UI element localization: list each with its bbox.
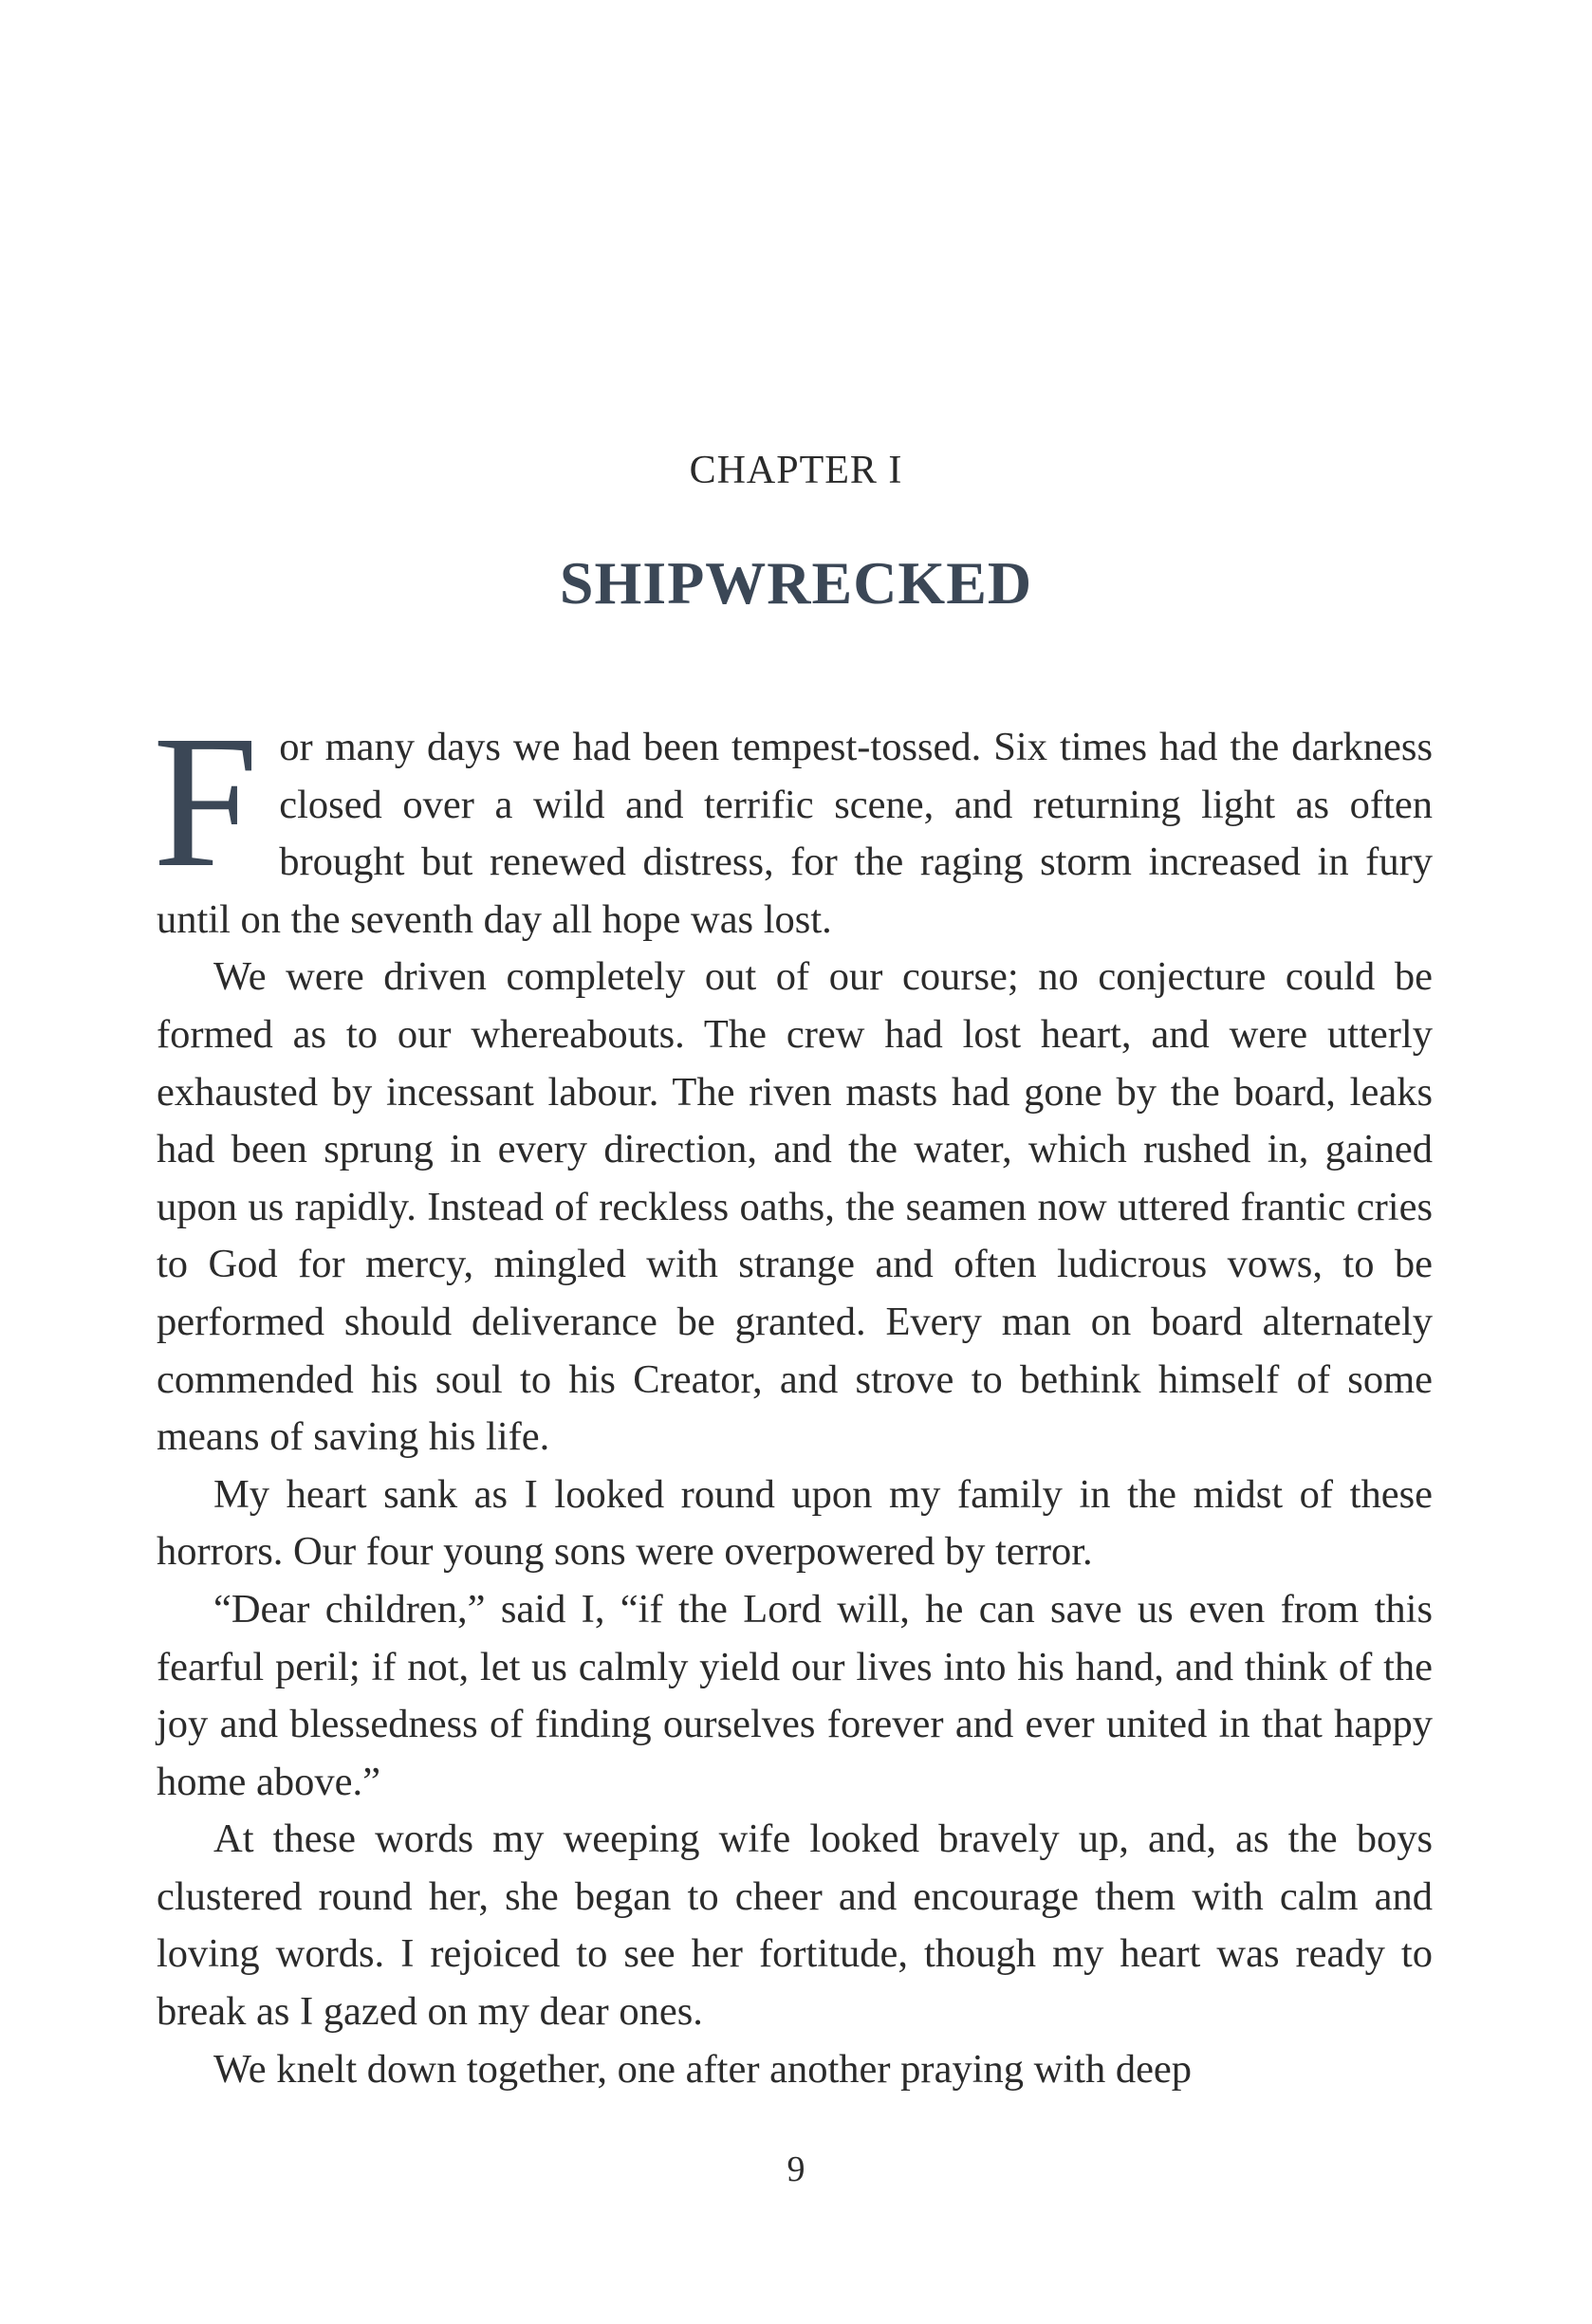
paragraph-1 (153, 697, 1433, 949)
paragraph-4: “Dear children,” said I, “if the Lord will, he can save us even from this fearful peril; if not, let us calmly yield our lives into his hand, and think of the joy and blessedness of finding ourselves forever and ever united in that happy home above.” (157, 1586, 1433, 1804)
chapter-title: SHIPWRECKED (559, 549, 1033, 617)
paragraph-6: We knelt down together, one after another praying with deep (213, 2046, 1193, 2092)
paragraph-1-text: or many days we had been tempest-tossed. Six times had the darkness closed over a wild and terrific scene, and returning light as often brought but renewed distress, for the raging storm increased in fury until on the seventh day all hope was lost. (157, 725, 1433, 942)
chapter-body (153, 697, 1433, 2098)
chapter-label: CHAPTER I (689, 449, 903, 492)
paragraph-3: My heart sank as I looked round upon my family in the midst of these horrors. Our four young sons were overpowered by terror. (157, 1471, 1433, 1575)
paragraph-5: At these words my weeping wife looked bravely up, and, as the boys clustered round her, she began to cheer and encourage them with calm and loving words. I rejoiced to see her fortitude, though my heart was ready to break as I gazed on my dear ones. (157, 1817, 1433, 2035)
paragraph-2: We were driven completely out of our course; no conjecture could be formed as to our whereabouts. The crew had lost heart, and were utterly exhausted by incessant labour. The riven masts had gone by the board, leaks had been sprung in every direction, and the water, which rushed in, gained upon us rapidly. Instead of reckless oaths, the seamen now uttered frantic cries to God for mercy, mingled with strange and often ludicrous vows, to be performed should deliverance be granted. Every man on board alternately commended his soul to his Creator, and strove to bethink himself of some means of saving his life. (157, 954, 1433, 1460)
page-number: 9 (787, 2149, 805, 2189)
drop-cap: F (153, 697, 259, 907)
